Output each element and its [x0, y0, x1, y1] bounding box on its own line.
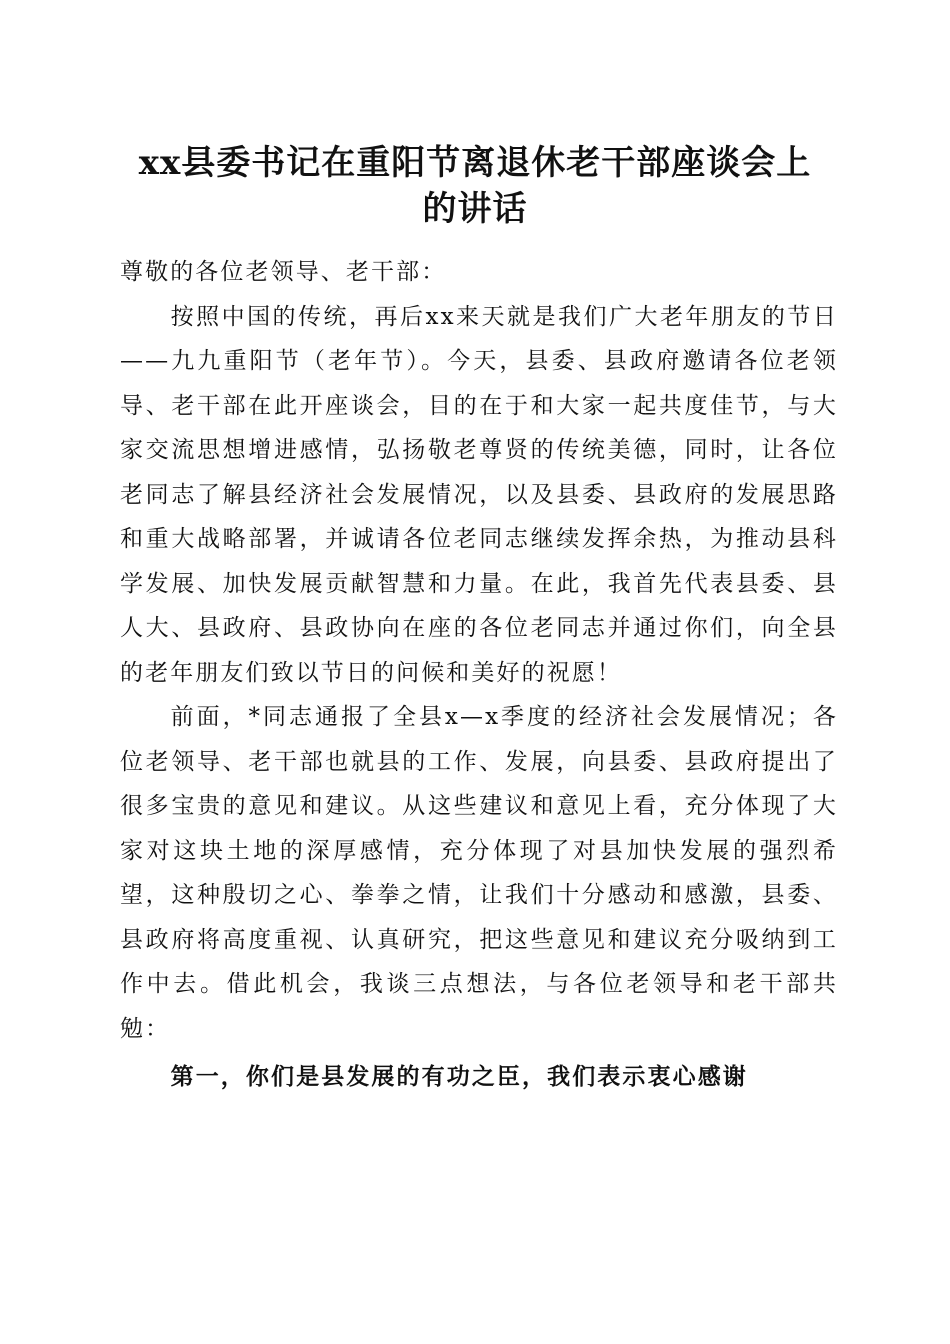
document-title — [100, 140, 850, 232]
document-body — [120, 250, 838, 1100]
paragraph-1: 按照中国的传统，再后xx来天就是我们广大老年朋友的节日——九九重阳节（老年节）。今天，县委、县政府邀请各位老领导、老干部在此开座谈会，目的在于和大家一起共度佳节，与大家交流思想增进感情，弘扬敬老尊贤的传统美德，同时，让各位老同志了解县经济社会发展情况，以及县委、县政府的发展思路和重大战略部署，并诚请各位老同志继续发挥余热，为推动县科学发展、加快发展贡献智慧和力量。在此，我首先代表县委、县人大、县政府、县政协向在座的各位老同志并通过你们，向全县的老年朋友们致以节日的问候和美好的祝愿！ — [120, 303, 838, 686]
title-line-1: xx县委书记在重阳节离退休老干部座谈会上 — [138, 143, 812, 183]
salutation: 尊敬的各位老领导、老干部： — [120, 259, 447, 285]
section-heading-1: 第一，你们是县发展的有功之臣，我们表示衷心感谢 — [170, 1063, 748, 1090]
paragraph-2: 前面，*同志通报了全县x—x季度的经济社会发展情况；各位老领导、老干部也就县的工作、发展，向县委、县政府提出了很多宝贵的意见和建议。从这些建议和意见上看，充分体现了大家对这块土地的深厚感情，充分体现了对县加快发展的强烈希望，这种殷切之心、拳拳之情，让我们十分感动和感激，县委、县政府将高度重视、认真研究，把这些意见和建议充分吸纳到工作中去。借此机会，我谈三点想法，与各位老领导和老干部共勉： — [120, 704, 838, 1042]
title-line-2: 的讲话 — [422, 189, 528, 229]
